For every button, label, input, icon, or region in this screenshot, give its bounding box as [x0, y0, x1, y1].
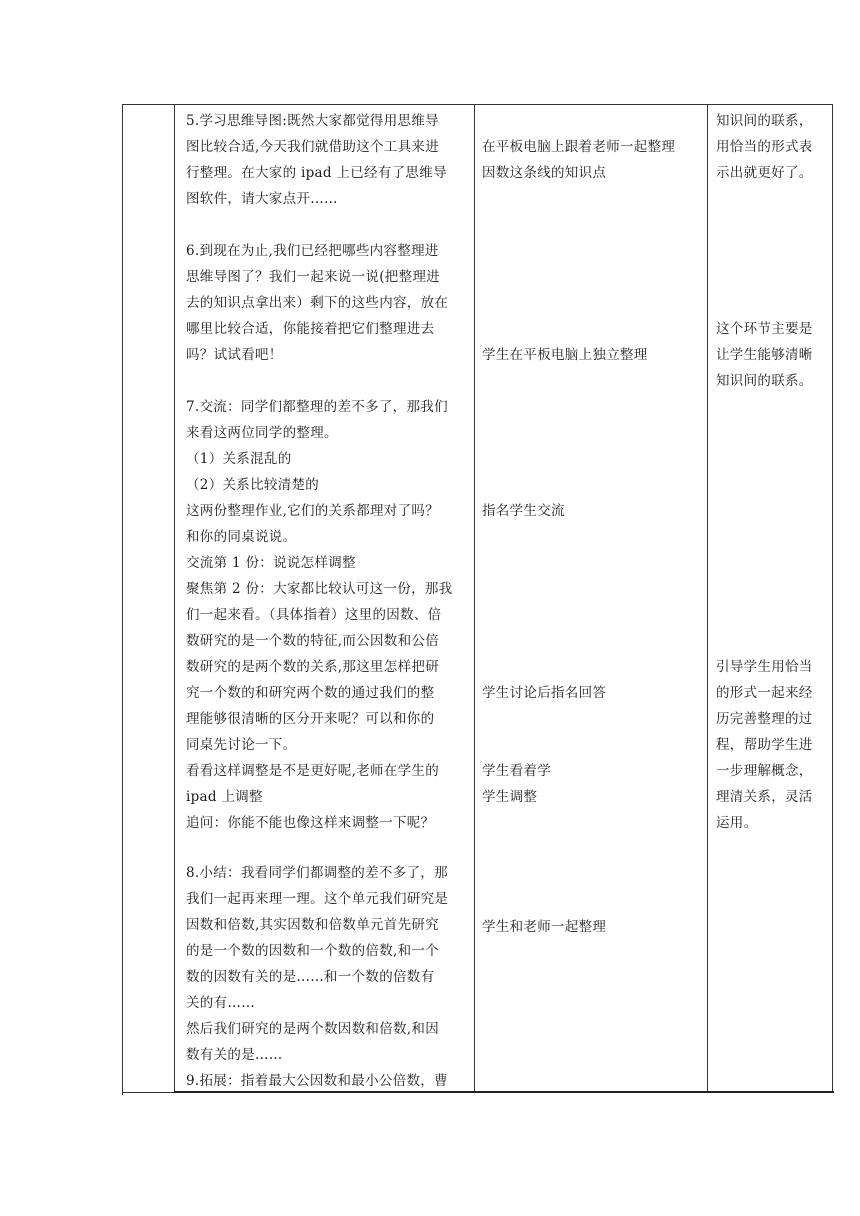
table-column-student — [474, 104, 707, 1092]
student-activity-6: 学生和老师一起整理 — [482, 919, 607, 935]
teaching-step-5: 5.学习思维导图:既然大家都觉得用思维导 图比较合适,今天我们就借助这个工具来进 行整理。在大家的 ipad 上已经有了思维导 图软件，请大家点开…… — [186, 113, 447, 207]
student-activity-1: 在平板电脑上跟着老师一起整理 因数这条线的知识点 — [482, 139, 676, 181]
teaching-step-6: 6.到现在为止,我们已经把哪些内容整理进 思维导图了？我们一起来说一说(把整理进 去的知识点拿出来）剩下的这些内容，放在 哪里比较合适，你能接着把它们整理进去 吗？试试看吧！ — [186, 243, 449, 363]
student-activity-2: 学生在平板电脑上独立整理 — [482, 347, 648, 363]
table-bottom-border — [122, 1092, 174, 1093]
design-intent-3: 引导学生用恰当 的形式一起来经 历完善整理的过 程，帮助学生进 一步理解概念， 理清关系，灵活 运用。 — [716, 659, 813, 831]
design-intent-2: 这个环节主要是 让学生能够清晰 知识间的联系。 — [716, 321, 813, 389]
student-activity-4: 学生讨论后指名回答 — [482, 685, 607, 701]
table-column-stage — [122, 104, 175, 1095]
table-column-intent — [707, 104, 833, 1092]
student-activity-3: 指名学生交流 — [482, 503, 565, 519]
student-activity-5: 学生看着学 学生调整 — [482, 763, 551, 805]
teaching-step-8-9: 8.小结：我看同学们都调整的差不多了，那 我们一起再来理一理。这个单元我们研究是 因数和倍数,其实因数和倍数单元首先研究 的是一个数的因数和一个数的倍数,和一个 数的因数有关的是……和一个数的倍数有 关的有…… 然后我们研究的是两个数因数和倍数,和因 数有关的是…… 9.拓展：指着最大公因数和最小公倍数，曹 — [186, 865, 449, 1089]
design-intent-1: 知识间的联系， 用恰当的形式表 示出就更好了。 — [716, 113, 813, 181]
teaching-step-7: 7.交流：同学们都整理的差不多了，那我们 来看这两位同学的整理。 （1）关系混乱的 （2）关系比较清楚的 这两份整理作业,它们的关系都理对了吗？ 和你的同桌说说。 交流第 1 份：说说怎样调整 聚焦第 2 份：大家都比较认可这一份，那我 们一起来看。（具体指着）这里的因数、倍 数研究的是一个数的特征,而公因数和公倍 数研究的是两个数的关系,那这里怎样把研 究一个数的和研究两个数的通过我们的整 理能够很清晰的区分开来呢？可以和你的 同桌先讨论一下。 看看这样调整是不是更好呢,老师在学生的 ipad 上调整 追问：你能不能也像这样来调整一下呢？ — [186, 399, 453, 831]
